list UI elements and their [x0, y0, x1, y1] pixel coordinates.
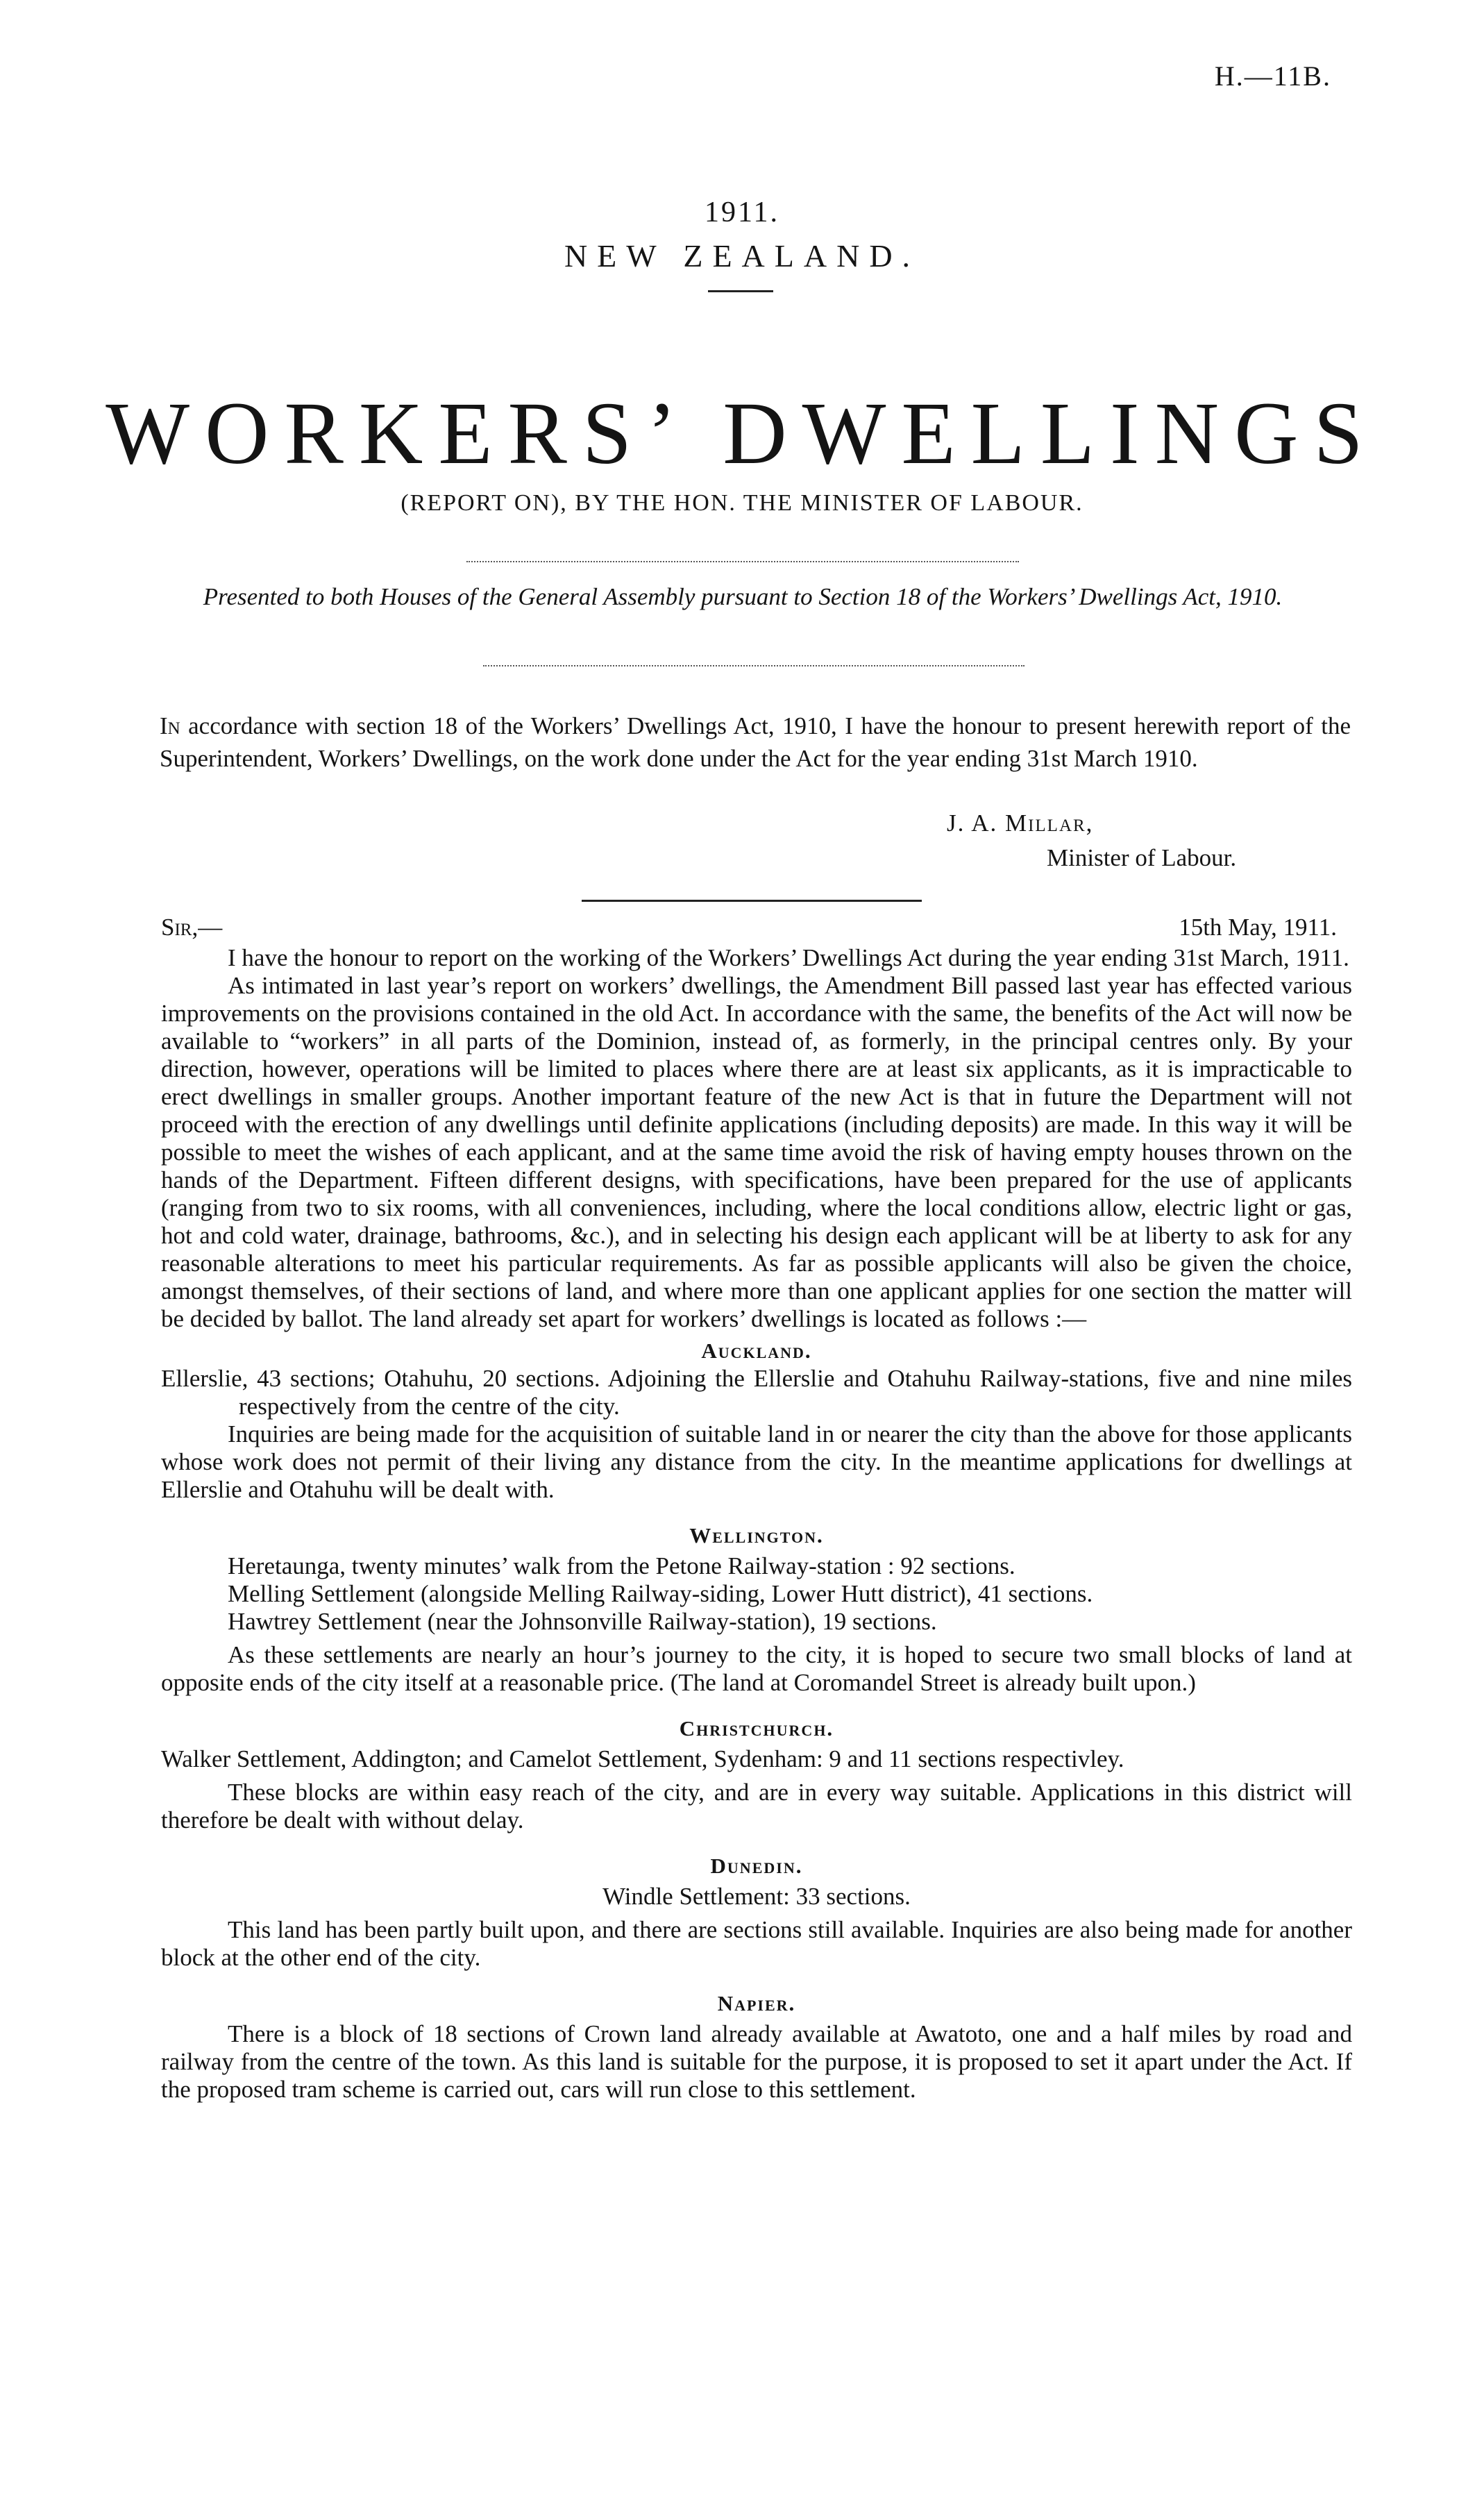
wellington-note: As these settlements are nearly an hour’s journey to the city, it is hoped to secure two small blocks of land at opposite ends of the city itself at a reasonable price. (The land at Coromandel Street is already built upon.)	[161, 1641, 1352, 1696]
christchurch-entry: Walker Settlement, Addington; and Camelot Settlement, Sydenham: 9 and 11 sections respectivley.	[161, 1745, 1124, 1772]
dotted-rule	[483, 665, 1025, 666]
christchurch-note: These blocks are within easy reach of the city, and are in every way suitable. Applications in this district will therefore be dealt with without delay.	[161, 1779, 1352, 1834]
intro-paragraph	[160, 710, 1351, 775]
wellington-entry: Hawtrey Settlement (near the Johnsonville Railway-station), 19 sections.	[228, 1608, 937, 1635]
presentation-note: Presented to both Houses of the General Assembly pursuant to Section 18 of the Workers’ Dwellings Act, 1910.	[203, 583, 1283, 610]
signature: J. A. Millar,	[947, 809, 1094, 837]
letter-body	[161, 944, 1352, 2104]
napier-note: There is a block of 18 sections of Crown land already available at Awatoto, one and a half miles by road and railway from the centre of the town. As this land is suitable for the purpose, it is proposed to set it apart under the Act. If the proposed tram scheme is carried out, cars will run close to this settlement.	[161, 2020, 1352, 2103]
letter-paragraph: As intimated in last year’s report on workers’ dwellings, the Amendment Bill passed last year has effected various improvements on the provisions contained in the old Act. In accordance with the same, the benefits of the Act will now be available to “workers” in all parts of the Dominion, instead of, as formerly, in the principal centres only. By your direction, however, operations will be limited to places where there are at least six applicants, as it is impracticable to erect dwellings in smaller groups. Another important feature of the new Act is that in future the Department will not proceed with the erection of any dwellings until definite applications (including deposits) are made. In this way it will be possible to meet the wishes of each applicant, and at the same time avoid the risk of having empty houses thrown on the hands of the Department. Fifteen different designs, with specifications, have been prepared for the use of applicants (ranging from two to six rooms, with all conveniences, including, where the local conditions allow, electric light or gas, hot and cold water, drainage, bathrooms, &c.), and in selecting his design each applicant will be at liberty to ask for any reasonable alterations to meet his particular requirements. As far as possible applicants will also be given the choice, amongst themselves, of their sections of land, and where more than one applicant applies for one section the matter will be decided by ballot. The land already set apart for workers’ dwellings is located as follows :—	[161, 972, 1352, 1332]
section-heading-napier: Napier.	[717, 1991, 796, 2015]
salutation: Sir,—	[161, 914, 223, 941]
section-heading-christchurch: Christchurch.	[679, 1716, 834, 1740]
document-reference: H.—11B.	[1214, 60, 1331, 92]
dotted-rule	[466, 561, 1019, 562]
wellington-entry: Heretaunga, twenty minutes’ walk from the Petone Railway-station : 92 sections.	[228, 1552, 1015, 1579]
divider-rule	[582, 900, 922, 902]
dunedin-note: This land has been partly built upon, and there are sections still available. Inquiries are also being made for another block at the other end of the city.	[161, 1916, 1352, 1971]
letter-date: 15th May, 1911.	[1179, 914, 1337, 941]
page-title: WORKERS’ DWELLINGS	[106, 384, 1378, 482]
section-heading-dunedin: Dunedin.	[710, 1854, 803, 1878]
letter-paragraph: I have the honour to report on the working of the Workers’ Dwellings Act during the year ending 31st March, 1911.	[228, 944, 1349, 971]
section-heading-wellington: Wellington.	[689, 1523, 824, 1547]
section-heading-auckland: Auckland.	[701, 1339, 812, 1363]
intro-text: accordance with section 18 of the Workers’ Dwellings Act, 1910, I have the honour to present herewith report of the Superintendent, Workers’ Dwellings, on the work done under the Act for the year ending 31st March 1910.	[160, 712, 1351, 772]
auckland-entry: Ellerslie, 43 sections; Otahuhu, 20 sections. Adjoining the Ellerslie and Otahuhu Railway-stations, five and nine miles respectively from the centre of the city.	[161, 1365, 1352, 1420]
country-heading: NEW ZEALAND.	[564, 238, 920, 274]
signatory-position: Minister of Labour.	[1047, 844, 1237, 871]
page-subtitle: (REPORT ON), BY THE HON. THE MINISTER OF LABOUR.	[400, 490, 1084, 516]
dunedin-entry: Windle Settlement: 33 sections.	[602, 1883, 911, 1910]
wellington-entry: Melling Settlement (alongside Melling Railway-siding, Lower Hutt district), 41 sections.	[228, 1580, 1093, 1607]
report-year: 1911.	[705, 196, 779, 228]
intro-opening: In	[160, 712, 180, 739]
auckland-note: Inquiries are being made for the acquisition of suitable land in or nearer the city than the above for those applicants whose work does not permit of their living any distance from the city. In the meantime applications for dwellings at Ellerslie and Otahuhu will be dealt with.	[161, 1420, 1352, 1503]
divider-rule	[708, 290, 773, 292]
